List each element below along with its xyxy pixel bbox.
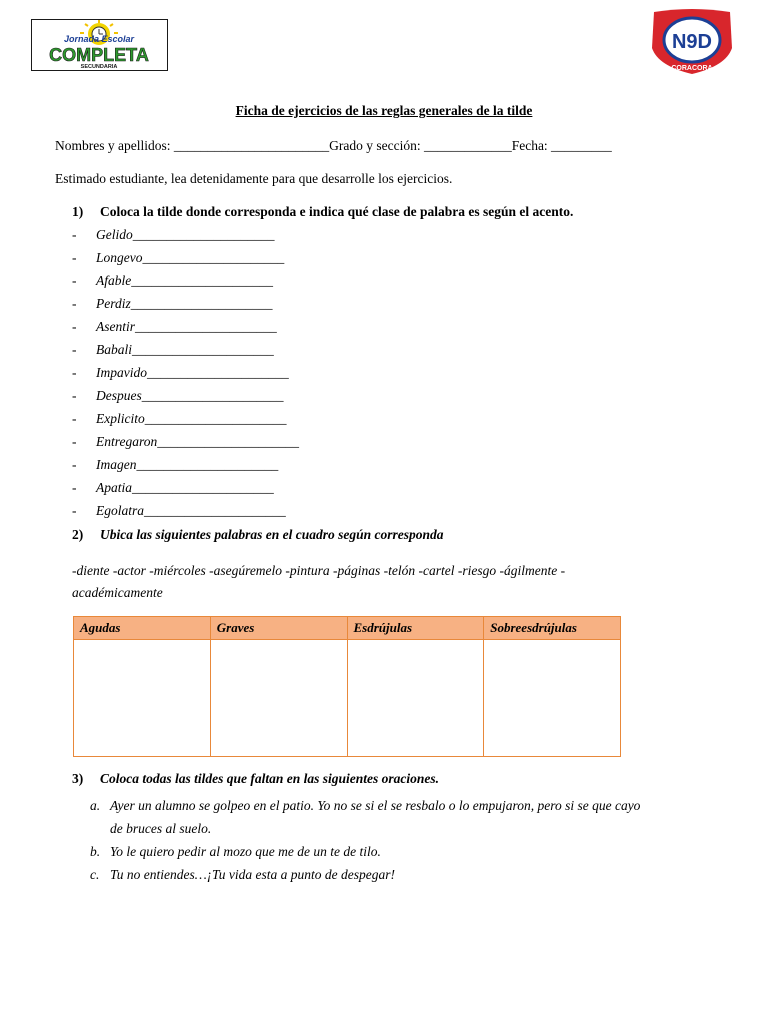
header-sobreesdrujulas: Sobreesdrújulas — [484, 617, 621, 640]
answer-blank[interactable]: _____________________ — [142, 250, 285, 265]
word-label: Explicito — [96, 411, 145, 426]
word-label: Imagen — [96, 457, 137, 472]
word-item — [72, 342, 299, 365]
bullet-dash: - — [72, 342, 77, 357]
word-item — [72, 296, 299, 319]
answer-blank[interactable]: _____________________ — [147, 365, 289, 380]
bullet-dash: - — [72, 411, 77, 426]
bullet-dash: - — [72, 457, 77, 472]
word-label: Apatia — [96, 480, 132, 495]
svg-text:SECUNDARIA: SECUNDARIA — [80, 64, 118, 69]
sentence-letter: c. — [90, 867, 100, 882]
answer-blank[interactable]: _____________________ — [132, 227, 275, 242]
word-label: Perdiz — [96, 296, 131, 311]
word-label: Longevo — [96, 250, 143, 265]
word-item — [72, 227, 299, 250]
logo-graphic — [32, 20, 166, 69]
word-label: Afable — [96, 273, 132, 288]
word-item — [72, 503, 299, 526]
bullet-dash: - — [72, 480, 77, 495]
word-label: Asentir — [96, 319, 135, 334]
question-text: Ubica las siguientes palabras en el cuadro según corresponda — [100, 527, 444, 542]
bullet-dash: - — [72, 250, 77, 265]
word-list — [72, 227, 299, 526]
word-item — [72, 480, 299, 503]
header-agudas: Agudas — [74, 617, 211, 640]
word-label: Entregaron — [96, 434, 158, 449]
word-label: Egolatra — [96, 503, 145, 518]
word-item — [72, 434, 299, 457]
question-2-heading — [72, 527, 444, 543]
table-header-row — [74, 617, 621, 640]
sentence-item — [90, 794, 650, 840]
svg-text:COMPLETA: COMPLETA — [49, 45, 149, 65]
bullet-dash: - — [72, 503, 77, 518]
sentence-item — [90, 840, 650, 863]
question-text: Coloca la tilde donde corresponda e indica qué clase de palabra es según el acento. — [100, 204, 574, 219]
bullet-dash: - — [72, 365, 77, 380]
word-item — [72, 250, 299, 273]
sentence-text[interactable]: Tu no entiendes…¡Tu vida esta a punto de despegar! — [110, 867, 395, 882]
jornada-escolar-logo — [31, 19, 168, 71]
table-answer-row — [74, 640, 621, 757]
answer-blank[interactable]: _____________________ — [157, 434, 299, 449]
word-bank: -diente -actor -miércoles -asegúremelo -pintura -páginas -telón -cartel -riesgo -ágilmente - académicamente — [72, 563, 566, 600]
answer-blank[interactable]: _____________________ — [132, 342, 274, 357]
bullet-dash: - — [72, 319, 77, 334]
bullet-dash: - — [72, 434, 77, 449]
question-number: 2) — [72, 527, 84, 542]
sentence-item — [90, 863, 650, 886]
question-number: 3) — [72, 771, 84, 786]
sentence-list — [90, 794, 650, 886]
word-label: Babali — [96, 342, 132, 357]
bullet-dash: - — [72, 273, 77, 288]
svg-text:N9D: N9D — [671, 31, 713, 53]
answer-blank[interactable]: _____________________ — [135, 319, 277, 334]
question-1-heading — [72, 204, 573, 220]
answer-blank[interactable]: _____________________ — [130, 296, 273, 311]
answer-blank[interactable]: _____________________ — [132, 480, 274, 495]
question-text: Coloca todas las tildes que faltan en las siguientes oraciones. — [100, 771, 440, 786]
answer-cell-esdrujulas[interactable] — [347, 640, 484, 757]
worksheet-title: Ficha de ejercicios de las reglas generales de la tilde — [235, 103, 533, 118]
word-label: Impavido — [96, 365, 147, 380]
answer-blank[interactable]: _____________________ — [144, 411, 287, 426]
answer-blank[interactable]: _____________________ — [144, 503, 286, 518]
svg-text:Jornada Escolar: Jornada Escolar — [63, 34, 135, 44]
sentence-letter: a. — [90, 798, 101, 813]
answer-blank[interactable]: _____________________ — [136, 457, 279, 472]
sentence-text[interactable]: Yo le quiero pedir al mozo que me de un te de tilo. — [110, 844, 381, 859]
header-esdrujulas: Esdrújulas — [347, 617, 484, 640]
student-info-line[interactable]: Nombres y apellidos: _______________________Grado y sección: _____________Fecha: _________ — [55, 138, 612, 153]
question-number: 1) — [72, 204, 84, 219]
answer-blank[interactable]: _____________________ — [131, 273, 273, 288]
bullet-dash: - — [72, 227, 77, 242]
instructions-text: Estimado estudiante, lea detenidamente para que desarrolle los ejercicios. — [55, 171, 453, 186]
svg-text:CORACORA: CORACORA — [671, 65, 713, 72]
word-item — [72, 273, 299, 296]
school-badge-logo — [648, 8, 736, 76]
answer-cell-sobreesdrujulas[interactable] — [484, 640, 621, 757]
sentence-text[interactable]: Ayer un alumno se golpeo en el patio. Yo no se si el se resbalo o lo empujaron, pero si se que cayo de bruces al suelo. — [110, 798, 641, 836]
shield-icon — [648, 8, 736, 76]
word-item — [72, 411, 299, 434]
word-label: Gelido — [96, 227, 133, 242]
question-3-heading — [72, 771, 439, 787]
word-item — [72, 388, 299, 411]
answer-cell-agudas[interactable] — [74, 640, 211, 757]
answer-blank[interactable]: _____________________ — [141, 388, 284, 403]
word-label: Despues — [96, 388, 142, 403]
word-item — [72, 457, 299, 480]
answer-cell-graves[interactable] — [210, 640, 347, 757]
classification-table — [73, 616, 621, 757]
word-item — [72, 319, 299, 342]
bullet-dash: - — [72, 296, 77, 311]
bullet-dash: - — [72, 388, 77, 403]
word-item — [72, 365, 299, 388]
sentence-letter: b. — [90, 844, 101, 859]
header-graves: Graves — [210, 617, 347, 640]
